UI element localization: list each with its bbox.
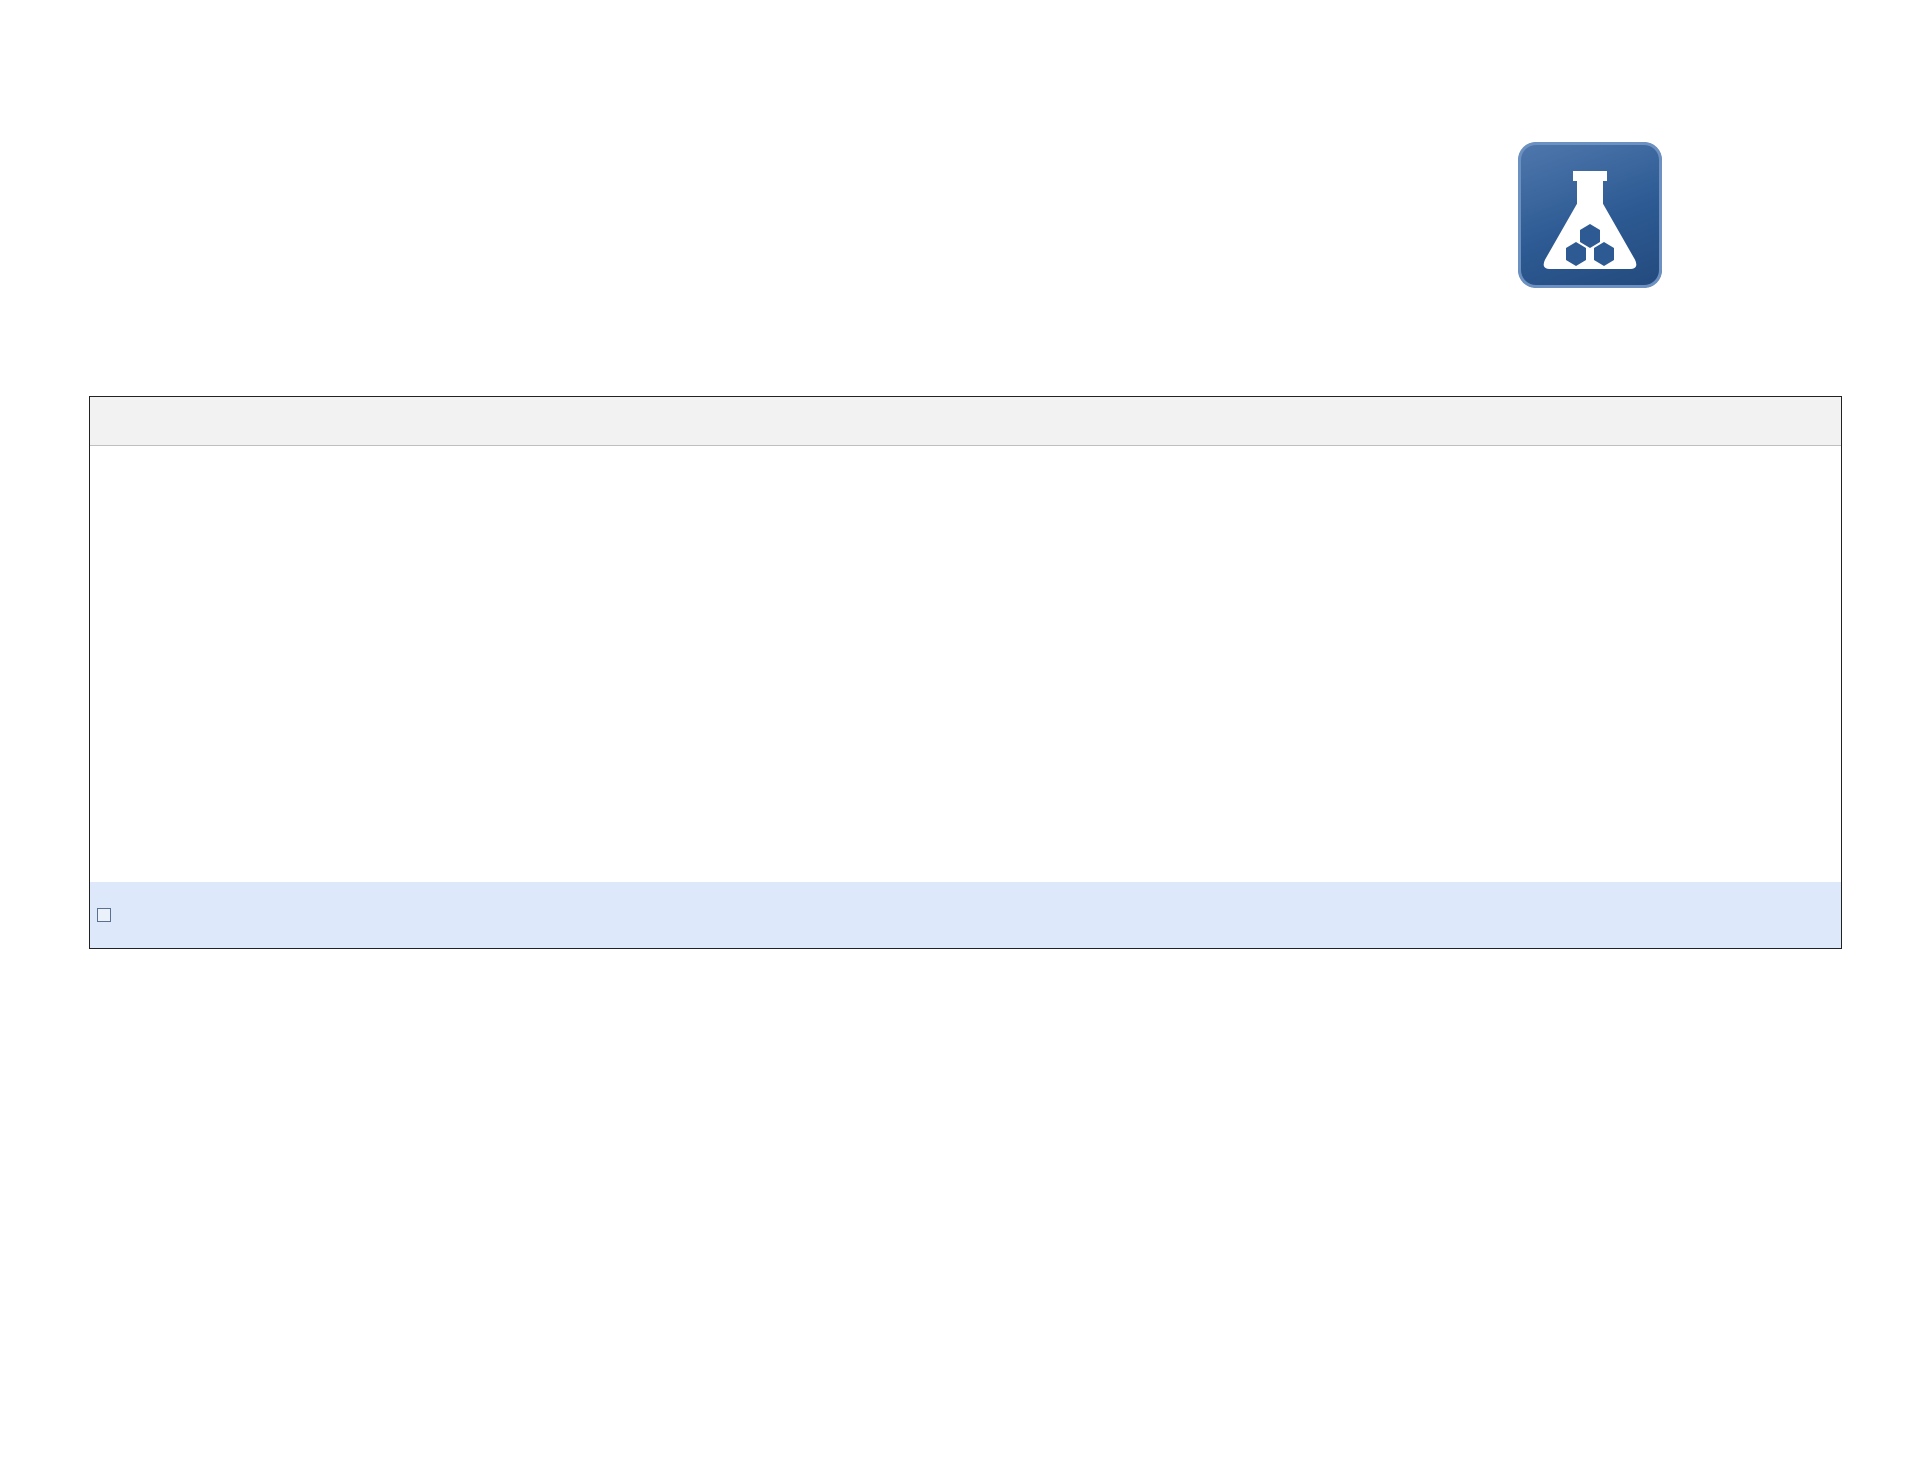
menu-label-grid — [89, 396, 1842, 949]
grid-header — [90, 397, 1841, 446]
group-row-lunch-special[interactable] — [90, 882, 1841, 948]
rl-logo — [1518, 142, 1838, 290]
flask-icon — [1518, 142, 1662, 288]
collapse-toggle-icon[interactable] — [97, 908, 111, 922]
